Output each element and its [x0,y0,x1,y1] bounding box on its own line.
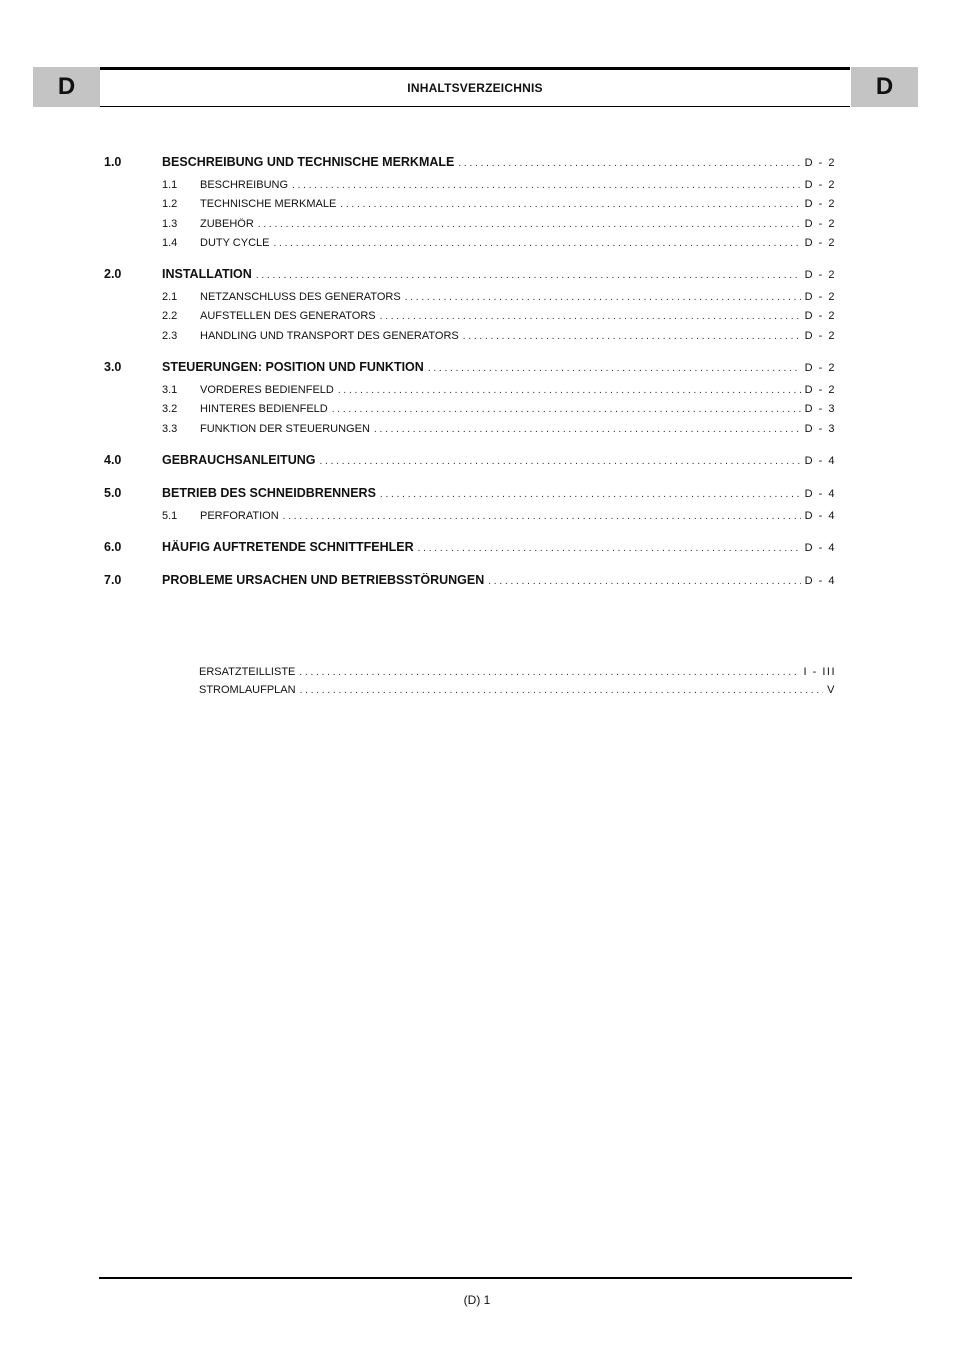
toc-subsection-entry[interactable] [104,384,836,403]
dot-leader [428,363,801,374]
dot-leader [338,385,801,396]
toc-entry-num: 5.0 [104,485,122,500]
toc-entry-label: PROBLEME URSACHEN UND BETRIEBSSTÖRUNGEN [162,573,485,588]
toc-subsection-entry[interactable] [104,310,836,329]
toc-subsection-entry[interactable] [104,510,836,529]
toc-entry-num: 2.3 [162,329,178,342]
toc-entry-num: 1.4 [162,236,178,249]
dot-leader [292,180,801,191]
toc-entry-label: NETZANSCHLUSS DES GENERATORS [200,291,401,304]
toc-entry-page: D - 2 [804,217,836,230]
toc-section-entry[interactable] [104,360,836,382]
toc-entry-num: 2.1 [162,291,178,304]
toc-entry-page: D - 2 [804,157,836,169]
dot-leader [299,667,799,678]
toc-subsection-entry[interactable] [104,423,836,442]
dot-leader [340,199,800,210]
toc-entry-num: 3.0 [104,360,122,375]
toc-entry-page: D - 2 [804,179,836,191]
table-of-contents [104,155,836,595]
appendix-entry-page: V [827,684,836,696]
toc-entry-label: ZUBEHÖR [200,217,254,230]
toc-entry-label: BESCHREIBUNG UND TECHNISCHE MERKMALE [162,155,455,169]
appendix-entry[interactable] [199,666,836,684]
toc-entry-page: D - 2 [804,291,836,304]
toc-subsection-entry[interactable] [104,218,836,237]
toc-entry-page: D - 2 [804,236,836,249]
appendix-entry-page: I - III [803,666,836,678]
toc-entry-label: GEBRAUCHSANLEITUNG [162,452,316,467]
dot-leader [332,404,801,415]
appendix-entry-label: ERSATZTEILLISTE [199,666,296,678]
toc-section-entry[interactable] [104,573,836,595]
dot-leader [256,270,801,281]
toc-entry-page: D - 3 [804,403,836,416]
toc-subsection-entry[interactable] [104,403,836,422]
page-title: INHALTSVERZEICHNIS [100,67,850,107]
toc-entry-page: D - 4 [804,487,836,500]
page-number: (D) 1 [463,1293,491,1307]
dot-leader [319,456,800,467]
toc-entry-page: D - 4 [804,454,836,467]
toc-entry-page: D - 3 [804,422,836,435]
toc-entry-num: 1.3 [162,217,178,230]
toc-entry-label: BETRIEB DES SCHNEIDBRENNERS [162,485,376,500]
toc-entry-page: D - 2 [804,384,836,397]
toc-entry-label: PERFORATION [200,509,279,522]
dot-leader [300,685,824,696]
toc-entry-num: 3.1 [162,384,178,397]
toc-entry-num: 2.0 [104,267,122,282]
section-tab-left: D [33,67,100,107]
dot-leader [380,489,801,500]
toc-entry-label: BESCHREIBUNG [200,179,289,191]
toc-section-entry[interactable] [104,486,836,508]
section-tab-right: D [851,67,918,107]
toc-entry-num: 7.0 [104,573,122,588]
dot-leader [405,292,801,303]
toc-entry-label: HANDLING UND TRANSPORT DES GENERATORS [200,329,459,342]
dot-leader [283,511,801,522]
toc-entry-num: 3.3 [162,422,178,435]
toc-entry-page: D - 2 [804,329,836,342]
toc-subsection-entry[interactable] [104,198,836,217]
appendix-entry-label: STROMLAUFPLAN [199,684,296,696]
dot-leader [463,331,801,342]
toc-entry-page: D - 2 [804,269,836,282]
toc-entry-label: HINTERES BEDIENFELD [200,403,328,416]
toc-section-entry[interactable] [104,453,836,475]
toc-entry-page: D - 4 [804,575,836,588]
toc-entry-num: 2.2 [162,310,178,323]
toc-entry-page: D - 2 [804,198,836,211]
toc-entry-label: AUFSTELLEN DES GENERATORS [200,310,376,323]
toc-entry-num: 5.1 [162,509,178,522]
dot-leader [458,158,800,169]
toc-section-entry[interactable] [104,267,836,289]
toc-subsection-entry[interactable] [104,330,836,349]
toc-entry-page: D - 2 [804,310,836,323]
toc-entry-num: 4.0 [104,452,122,467]
toc-section-entry[interactable] [104,155,836,177]
toc-entry-num: 3.2 [162,403,178,416]
toc-subsection-entry[interactable] [104,179,836,198]
toc-entry-num: 6.0 [104,540,122,555]
toc-entry-page: D - 4 [804,542,836,555]
toc-section-entry[interactable] [104,540,836,562]
toc-entry-label: FUNKTION DER STEUERUNGEN [200,422,370,435]
appendix-list [199,666,836,702]
appendix-entry[interactable] [199,684,836,702]
toc-entry-num: 1.0 [104,155,122,169]
toc-entry-label: VORDERES BEDIENFELD [200,384,334,397]
dot-leader [374,424,801,435]
toc-entry-label: INSTALLATION [162,267,252,282]
footer-divider [99,1277,852,1279]
toc-subsection-entry[interactable] [104,237,836,256]
toc-entry-label: DUTY CYCLE [200,236,270,249]
toc-entry-label: STEUERUNGEN: POSITION UND FUNKTION [162,360,424,375]
toc-entry-page: D - 2 [804,362,836,375]
toc-entry-label: HÄUFIG AUFTRETENDE SCHNITTFEHLER [162,540,414,555]
toc-subsection-entry[interactable] [104,291,836,310]
dot-leader [258,219,801,230]
dot-leader [488,576,800,587]
toc-entry-label: TECHNISCHE MERKMALE [200,198,337,211]
dot-leader [380,311,801,322]
toc-entry-page: D - 4 [804,509,836,522]
toc-entry-num: 1.1 [162,179,178,191]
dot-leader [273,238,800,249]
toc-entry-num: 1.2 [162,198,178,211]
dot-leader [418,543,801,554]
